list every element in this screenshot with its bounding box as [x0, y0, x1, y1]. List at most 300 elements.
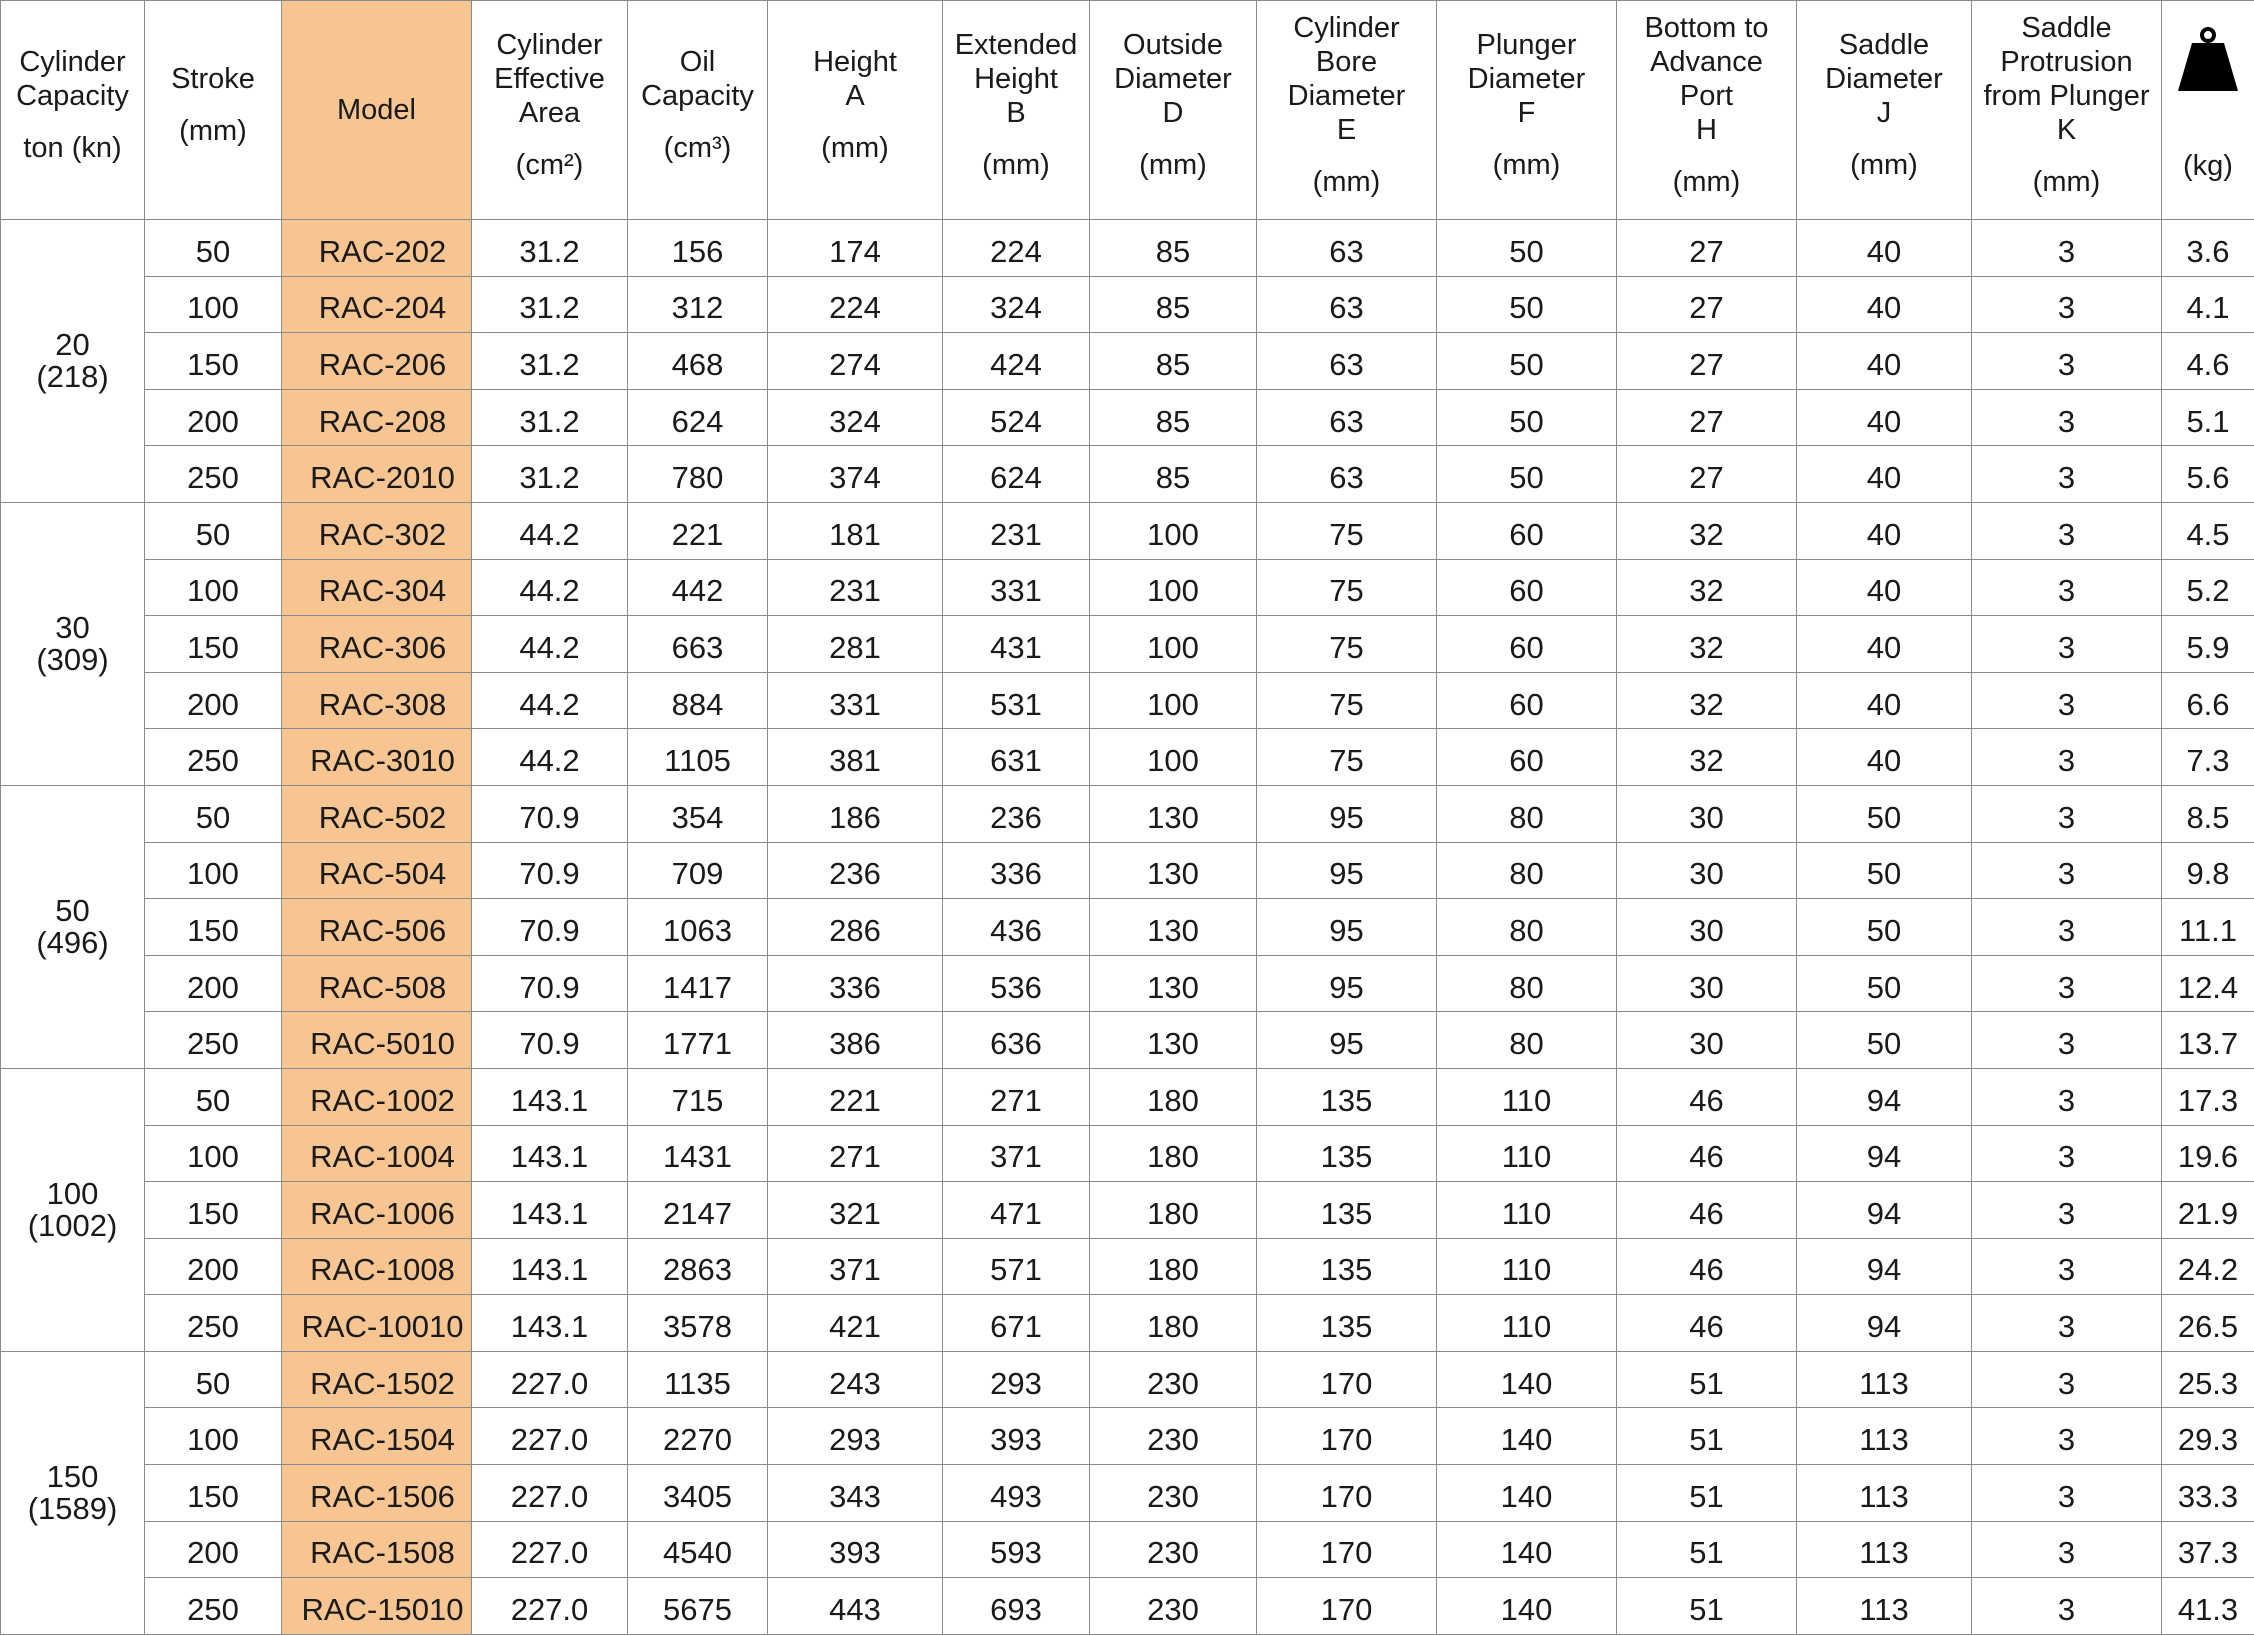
advance-port-cell: 51 — [1617, 1521, 1797, 1578]
oil-capacity-cell: 442 — [628, 559, 768, 616]
bore-diameter-cell: 170 — [1257, 1521, 1437, 1578]
header-label-line: D — [1163, 97, 1184, 129]
table-row — [1, 1351, 2254, 1408]
saddle-protrusion-cell: 3 — [1972, 502, 2162, 559]
outside-diameter-cell: 100 — [1090, 729, 1257, 786]
saddle-diameter-cell: 40 — [1797, 220, 1972, 277]
table-row — [1, 276, 2254, 333]
header-label-line: from Plunger — [1983, 80, 2149, 112]
outside-diameter-cell: 130 — [1090, 842, 1257, 899]
plunger-diameter-cell: 110 — [1437, 1295, 1617, 1352]
header-label-line: Bore — [1316, 46, 1377, 78]
table-row — [1, 1408, 2254, 1465]
header-label — [494, 29, 605, 129]
plunger-diameter-cell: 50 — [1437, 220, 1617, 277]
oil-capacity-cell: 312 — [628, 276, 768, 333]
extended-height-cell: 693 — [943, 1578, 1090, 1635]
header-model — [282, 1, 472, 220]
saddle-diameter-cell: 113 — [1797, 1465, 1972, 1522]
model-cell: RAC-1504 — [282, 1408, 472, 1465]
saddle-diameter-cell: 50 — [1797, 842, 1972, 899]
capacity-cell — [1, 1068, 145, 1351]
saddle-protrusion-cell: 3 — [1972, 1351, 2162, 1408]
model-cell: RAC-1002 — [282, 1068, 472, 1125]
height-cell: 293 — [768, 1408, 943, 1465]
saddle-protrusion-cell: 3 — [1972, 333, 2162, 390]
advance-port-cell: 51 — [1617, 1465, 1797, 1522]
bore-diameter-cell: 135 — [1257, 1295, 1437, 1352]
capacity-cell — [1, 502, 145, 785]
saddle-diameter-cell: 113 — [1797, 1351, 1972, 1408]
header-unit: (mm) — [145, 114, 281, 148]
table-row — [1, 220, 2254, 277]
weight-cell: 11.1 — [2162, 899, 2254, 956]
plunger-diameter-cell: 80 — [1437, 1012, 1617, 1069]
saddle-diameter-cell: 50 — [1797, 899, 1972, 956]
extended-height-cell: 636 — [943, 1012, 1090, 1069]
model-cell: RAC-1502 — [282, 1351, 472, 1408]
saddle-diameter-cell: 40 — [1797, 559, 1972, 616]
height-cell: 236 — [768, 842, 943, 899]
model-cell: RAC-506 — [282, 899, 472, 956]
model-cell: RAC-1508 — [282, 1521, 472, 1578]
saddle-diameter-cell: 113 — [1797, 1408, 1972, 1465]
capacity-line: (1002) — [28, 1208, 118, 1243]
capacity-cell — [1, 220, 145, 503]
effective-area-cell: 44.2 — [472, 729, 628, 786]
oil-capacity-cell: 1105 — [628, 729, 768, 786]
saddle-diameter-cell: 113 — [1797, 1521, 1972, 1578]
table-row — [1, 1578, 2254, 1635]
bore-diameter-cell: 63 — [1257, 389, 1437, 446]
advance-port-cell: 30 — [1617, 1012, 1797, 1069]
saddle-protrusion-cell: 3 — [1972, 1578, 2162, 1635]
capacity-line: (309) — [36, 642, 108, 677]
bore-diameter-cell: 170 — [1257, 1465, 1437, 1522]
oil-capacity-cell: 156 — [628, 220, 768, 277]
extended-height-cell: 424 — [943, 333, 1090, 390]
saddle-protrusion-cell: 3 — [1972, 1295, 2162, 1352]
bore-diameter-cell: 135 — [1257, 1238, 1437, 1295]
model-cell: RAC-206 — [282, 333, 472, 390]
header-label-line: F — [1518, 97, 1536, 129]
advance-port-cell: 27 — [1617, 333, 1797, 390]
saddle-protrusion-cell: 3 — [1972, 785, 2162, 842]
bore-diameter-cell: 75 — [1257, 502, 1437, 559]
outside-diameter-cell: 130 — [1090, 785, 1257, 842]
plunger-diameter-cell: 80 — [1437, 955, 1617, 1012]
advance-port-cell: 30 — [1617, 785, 1797, 842]
weight-cell: 9.8 — [2162, 842, 2254, 899]
bore-diameter-cell: 63 — [1257, 276, 1437, 333]
effective-area-cell: 227.0 — [472, 1351, 628, 1408]
weight-cell: 4.5 — [2162, 502, 2254, 559]
header-unit: (mm) — [768, 131, 942, 165]
oil-capacity-cell: 663 — [628, 616, 768, 673]
header-unit: (mm) — [1972, 165, 2161, 199]
advance-port-cell: 32 — [1617, 502, 1797, 559]
oil-capacity-cell: 884 — [628, 672, 768, 729]
saddle-diameter-cell: 50 — [1797, 785, 1972, 842]
plunger-diameter-cell: 50 — [1437, 446, 1617, 503]
capacity-line: 50 — [55, 893, 89, 928]
extended-height-cell: 471 — [943, 1182, 1090, 1239]
weight-icon — [2177, 27, 2239, 93]
model-cell: RAC-204 — [282, 276, 472, 333]
saddle-protrusion-cell: 3 — [1972, 899, 2162, 956]
oil-capacity-cell: 3578 — [628, 1295, 768, 1352]
header-label-line: Bottom to — [1644, 12, 1768, 44]
height-cell: 221 — [768, 1068, 943, 1125]
plunger-diameter-cell: 80 — [1437, 785, 1617, 842]
saddle-protrusion-cell: 3 — [1972, 220, 2162, 277]
advance-port-cell: 32 — [1617, 729, 1797, 786]
extended-height-cell: 324 — [943, 276, 1090, 333]
stroke-cell: 250 — [145, 729, 282, 786]
weight-cell: 37.3 — [2162, 1521, 2254, 1578]
weight-cell: 13.7 — [2162, 1012, 2254, 1069]
capacity-line: (218) — [36, 359, 108, 394]
bore-diameter-cell: 95 — [1257, 1012, 1437, 1069]
plunger-diameter-cell: 50 — [1437, 389, 1617, 446]
advance-port-cell: 27 — [1617, 276, 1797, 333]
saddle-protrusion-cell: 3 — [1972, 389, 2162, 446]
saddle-diameter-cell: 40 — [1797, 616, 1972, 673]
header-label-line: Cylinder — [496, 29, 602, 61]
stroke-cell: 150 — [145, 899, 282, 956]
bore-diameter-cell: 95 — [1257, 785, 1437, 842]
header-unit: (mm) — [1617, 165, 1796, 199]
header-label-line: Saddle — [2021, 12, 2111, 44]
oil-capacity-cell: 780 — [628, 446, 768, 503]
table-row — [1, 955, 2254, 1012]
capacity-line: 100 — [47, 1176, 99, 1211]
extended-height-cell: 536 — [943, 955, 1090, 1012]
outside-diameter-cell: 100 — [1090, 559, 1257, 616]
bore-diameter-cell: 63 — [1257, 220, 1437, 277]
weight-cell: 21.9 — [2162, 1182, 2254, 1239]
extended-height-cell: 224 — [943, 220, 1090, 277]
effective-area-cell: 227.0 — [472, 1578, 628, 1635]
table-row — [1, 1295, 2254, 1352]
height-cell: 331 — [768, 672, 943, 729]
height-cell: 336 — [768, 955, 943, 1012]
outside-diameter-cell: 180 — [1090, 1295, 1257, 1352]
header-unit: (cm³) — [628, 131, 767, 165]
header-unit: (mm) — [943, 148, 1089, 182]
weight-cell: 33.3 — [2162, 1465, 2254, 1522]
header-oil-capacity — [628, 1, 768, 220]
plunger-diameter-cell: 110 — [1437, 1238, 1617, 1295]
extended-height-cell: 624 — [943, 446, 1090, 503]
capacity-line: 150 — [47, 1459, 99, 1494]
model-cell: RAC-1006 — [282, 1182, 472, 1239]
effective-area-cell: 31.2 — [472, 389, 628, 446]
header-label-line: Diameter — [1114, 63, 1232, 95]
effective-area-cell: 31.2 — [472, 333, 628, 390]
outside-diameter-cell: 230 — [1090, 1578, 1257, 1635]
model-cell: RAC-306 — [282, 616, 472, 673]
stroke-cell: 250 — [145, 1295, 282, 1352]
effective-area-cell: 44.2 — [472, 672, 628, 729]
header-plunger-diameter — [1437, 1, 1617, 220]
oil-capacity-cell: 1771 — [628, 1012, 768, 1069]
header-outside-diameter — [1090, 1, 1257, 220]
bore-diameter-cell: 170 — [1257, 1408, 1437, 1465]
saddle-diameter-cell: 40 — [1797, 446, 1972, 503]
effective-area-cell: 227.0 — [472, 1465, 628, 1522]
bore-diameter-cell: 75 — [1257, 729, 1437, 786]
table-row — [1, 785, 2254, 842]
header-unit: ton (kn) — [1, 131, 144, 165]
advance-port-cell: 32 — [1617, 559, 1797, 616]
stroke-cell: 50 — [145, 220, 282, 277]
header-row — [1, 1, 2254, 220]
header-label-line: Diameter — [1288, 80, 1406, 112]
effective-area-cell: 44.2 — [472, 616, 628, 673]
table-row — [1, 842, 2254, 899]
header-label — [641, 46, 754, 112]
header-label — [1114, 29, 1232, 129]
effective-area-cell: 227.0 — [472, 1408, 628, 1465]
advance-port-cell: 27 — [1617, 446, 1797, 503]
stroke-cell: 150 — [145, 616, 282, 673]
saddle-protrusion-cell: 3 — [1972, 842, 2162, 899]
outside-diameter-cell: 85 — [1090, 220, 1257, 277]
weight-unit: (kg) — [2183, 150, 2233, 182]
saddle-diameter-cell: 50 — [1797, 1012, 1972, 1069]
height-cell: 186 — [768, 785, 943, 842]
header-extended-height — [943, 1, 1090, 220]
oil-capacity-cell: 1063 — [628, 899, 768, 956]
header-label — [171, 63, 255, 95]
advance-port-cell: 30 — [1617, 899, 1797, 956]
capacity-cell — [1, 785, 145, 1068]
plunger-diameter-cell: 50 — [1437, 333, 1617, 390]
advance-port-cell: 46 — [1617, 1125, 1797, 1182]
header-label — [955, 29, 1078, 129]
capacity-cell — [1, 1351, 145, 1634]
header-unit: (mm) — [1090, 148, 1256, 182]
outside-diameter-cell: 130 — [1090, 1012, 1257, 1069]
header-capacity — [1, 1, 145, 220]
extended-height-cell: 631 — [943, 729, 1090, 786]
table-row — [1, 1068, 2254, 1125]
extended-height-cell: 524 — [943, 389, 1090, 446]
header-label-line: Advance — [1650, 46, 1763, 78]
effective-area-cell: 143.1 — [472, 1238, 628, 1295]
model-cell: RAC-502 — [282, 785, 472, 842]
bore-diameter-cell: 75 — [1257, 559, 1437, 616]
header-label-line: Outside — [1123, 29, 1223, 61]
oil-capacity-cell: 1431 — [628, 1125, 768, 1182]
header-label-line: Diameter — [1825, 63, 1943, 95]
capacity-line: (496) — [36, 925, 108, 960]
header-label-line: Port — [1680, 80, 1733, 112]
stroke-cell: 250 — [145, 446, 282, 503]
extended-height-cell: 531 — [943, 672, 1090, 729]
outside-diameter-cell: 100 — [1090, 672, 1257, 729]
weight-cell: 24.2 — [2162, 1238, 2254, 1295]
height-cell: 271 — [768, 1125, 943, 1182]
saddle-diameter-cell: 94 — [1797, 1125, 1972, 1182]
model-cell: RAC-302 — [282, 502, 472, 559]
weight-cell: 7.3 — [2162, 729, 2254, 786]
saddle-diameter-cell: 40 — [1797, 389, 1972, 446]
outside-diameter-cell: 85 — [1090, 276, 1257, 333]
plunger-diameter-cell: 60 — [1437, 729, 1617, 786]
height-cell: 386 — [768, 1012, 943, 1069]
model-cell: RAC-1008 — [282, 1238, 472, 1295]
weight-cell: 25.3 — [2162, 1351, 2254, 1408]
model-cell: RAC-308 — [282, 672, 472, 729]
effective-area-cell: 31.2 — [472, 446, 628, 503]
table-row — [1, 446, 2254, 503]
effective-area-cell: 70.9 — [472, 955, 628, 1012]
model-cell: RAC-1506 — [282, 1465, 472, 1522]
saddle-protrusion-cell: 3 — [1972, 955, 2162, 1012]
header-label-line: Diameter — [1468, 63, 1586, 95]
plunger-diameter-cell: 60 — [1437, 502, 1617, 559]
weight-cell: 41.3 — [2162, 1578, 2254, 1635]
header-label — [1644, 12, 1768, 146]
saddle-diameter-cell: 94 — [1797, 1238, 1972, 1295]
outside-diameter-cell: 85 — [1090, 333, 1257, 390]
effective-area-cell: 143.1 — [472, 1125, 628, 1182]
stroke-cell: 200 — [145, 955, 282, 1012]
stroke-cell: 100 — [145, 1408, 282, 1465]
stroke-cell: 50 — [145, 785, 282, 842]
extended-height-cell: 331 — [943, 559, 1090, 616]
advance-port-cell: 30 — [1617, 955, 1797, 1012]
stroke-cell: 200 — [145, 389, 282, 446]
header-unit: (mm) — [1797, 148, 1971, 182]
outside-diameter-cell: 180 — [1090, 1068, 1257, 1125]
oil-capacity-cell: 1135 — [628, 1351, 768, 1408]
saddle-protrusion-cell: 3 — [1972, 1521, 2162, 1578]
header-unit: (cm²) — [472, 148, 627, 182]
header-label — [1983, 12, 2149, 146]
model-cell: RAC-504 — [282, 842, 472, 899]
height-cell: 371 — [768, 1238, 943, 1295]
header-label-line: Protrusion — [2000, 46, 2132, 78]
oil-capacity-cell: 709 — [628, 842, 768, 899]
advance-port-cell: 46 — [1617, 1295, 1797, 1352]
table-row — [1, 729, 2254, 786]
plunger-diameter-cell: 110 — [1437, 1068, 1617, 1125]
stroke-cell: 150 — [145, 1182, 282, 1239]
effective-area-cell: 143.1 — [472, 1295, 628, 1352]
extended-height-cell: 393 — [943, 1408, 1090, 1465]
advance-port-cell: 46 — [1617, 1238, 1797, 1295]
stroke-cell: 200 — [145, 1238, 282, 1295]
bore-diameter-cell: 170 — [1257, 1351, 1437, 1408]
table-row — [1, 1521, 2254, 1578]
advance-port-cell: 32 — [1617, 672, 1797, 729]
bore-diameter-cell: 63 — [1257, 333, 1437, 390]
extended-height-cell: 431 — [943, 616, 1090, 673]
model-cell: RAC-208 — [282, 389, 472, 446]
weight-cell: 29.3 — [2162, 1408, 2254, 1465]
model-cell: RAC-202 — [282, 220, 472, 277]
header-stroke — [145, 1, 282, 220]
bore-diameter-cell: 63 — [1257, 446, 1437, 503]
extended-height-cell: 493 — [943, 1465, 1090, 1522]
saddle-protrusion-cell: 3 — [1972, 1125, 2162, 1182]
extended-height-cell: 236 — [943, 785, 1090, 842]
stroke-cell: 250 — [145, 1012, 282, 1069]
advance-port-cell: 27 — [1617, 389, 1797, 446]
table-row — [1, 1012, 2254, 1069]
weight-cell: 6.6 — [2162, 672, 2254, 729]
oil-capacity-cell: 4540 — [628, 1521, 768, 1578]
header-label-line: K — [2057, 114, 2076, 146]
header-label-line: Effective — [494, 63, 605, 95]
saddle-protrusion-cell: 3 — [1972, 1012, 2162, 1069]
outside-diameter-cell: 180 — [1090, 1238, 1257, 1295]
table-row — [1, 672, 2254, 729]
model-cell: RAC-508 — [282, 955, 472, 1012]
oil-capacity-cell: 2270 — [628, 1408, 768, 1465]
header-label-line: Area — [519, 97, 580, 129]
plunger-diameter-cell: 50 — [1437, 276, 1617, 333]
weight-cell: 5.2 — [2162, 559, 2254, 616]
outside-diameter-cell: 180 — [1090, 1125, 1257, 1182]
extended-height-cell: 371 — [943, 1125, 1090, 1182]
header-saddle-diameter — [1797, 1, 1972, 220]
oil-capacity-cell: 5675 — [628, 1578, 768, 1635]
saddle-protrusion-cell: 3 — [1972, 1408, 2162, 1465]
model-cell: RAC-2010 — [282, 446, 472, 503]
height-cell: 281 — [768, 616, 943, 673]
model-cell: RAC-3010 — [282, 729, 472, 786]
bore-diameter-cell: 170 — [1257, 1578, 1437, 1635]
height-cell: 174 — [768, 220, 943, 277]
header-label — [1468, 29, 1586, 129]
effective-area-cell: 31.2 — [472, 220, 628, 277]
oil-capacity-cell: 221 — [628, 502, 768, 559]
stroke-cell: 200 — [145, 672, 282, 729]
bore-diameter-cell: 135 — [1257, 1125, 1437, 1182]
header-label-line: Cylinder — [19, 46, 125, 78]
effective-area-cell: 44.2 — [472, 502, 628, 559]
header-label-line: Capacity — [641, 80, 754, 112]
stroke-cell: 200 — [145, 1521, 282, 1578]
saddle-diameter-cell: 40 — [1797, 672, 1972, 729]
header-label — [1825, 29, 1943, 129]
stroke-cell: 150 — [145, 1465, 282, 1522]
height-cell: 224 — [768, 276, 943, 333]
header-unit: (mm) — [1437, 148, 1616, 182]
table-row — [1, 1238, 2254, 1295]
advance-port-cell: 51 — [1617, 1351, 1797, 1408]
bore-diameter-cell: 135 — [1257, 1182, 1437, 1239]
oil-capacity-cell: 468 — [628, 333, 768, 390]
effective-area-cell: 143.1 — [472, 1068, 628, 1125]
effective-area-cell: 70.9 — [472, 1012, 628, 1069]
stroke-cell: 250 — [145, 1578, 282, 1635]
header-label-line: Extended — [955, 29, 1078, 61]
weight-cell: 12.4 — [2162, 955, 2254, 1012]
plunger-diameter-cell: 60 — [1437, 559, 1617, 616]
model-cell: RAC-10010 — [282, 1295, 472, 1352]
height-cell: 443 — [768, 1578, 943, 1635]
height-cell: 274 — [768, 333, 943, 390]
bore-diameter-cell: 95 — [1257, 955, 1437, 1012]
outside-diameter-cell: 85 — [1090, 446, 1257, 503]
outside-diameter-cell: 230 — [1090, 1351, 1257, 1408]
effective-area-cell: 70.9 — [472, 842, 628, 899]
